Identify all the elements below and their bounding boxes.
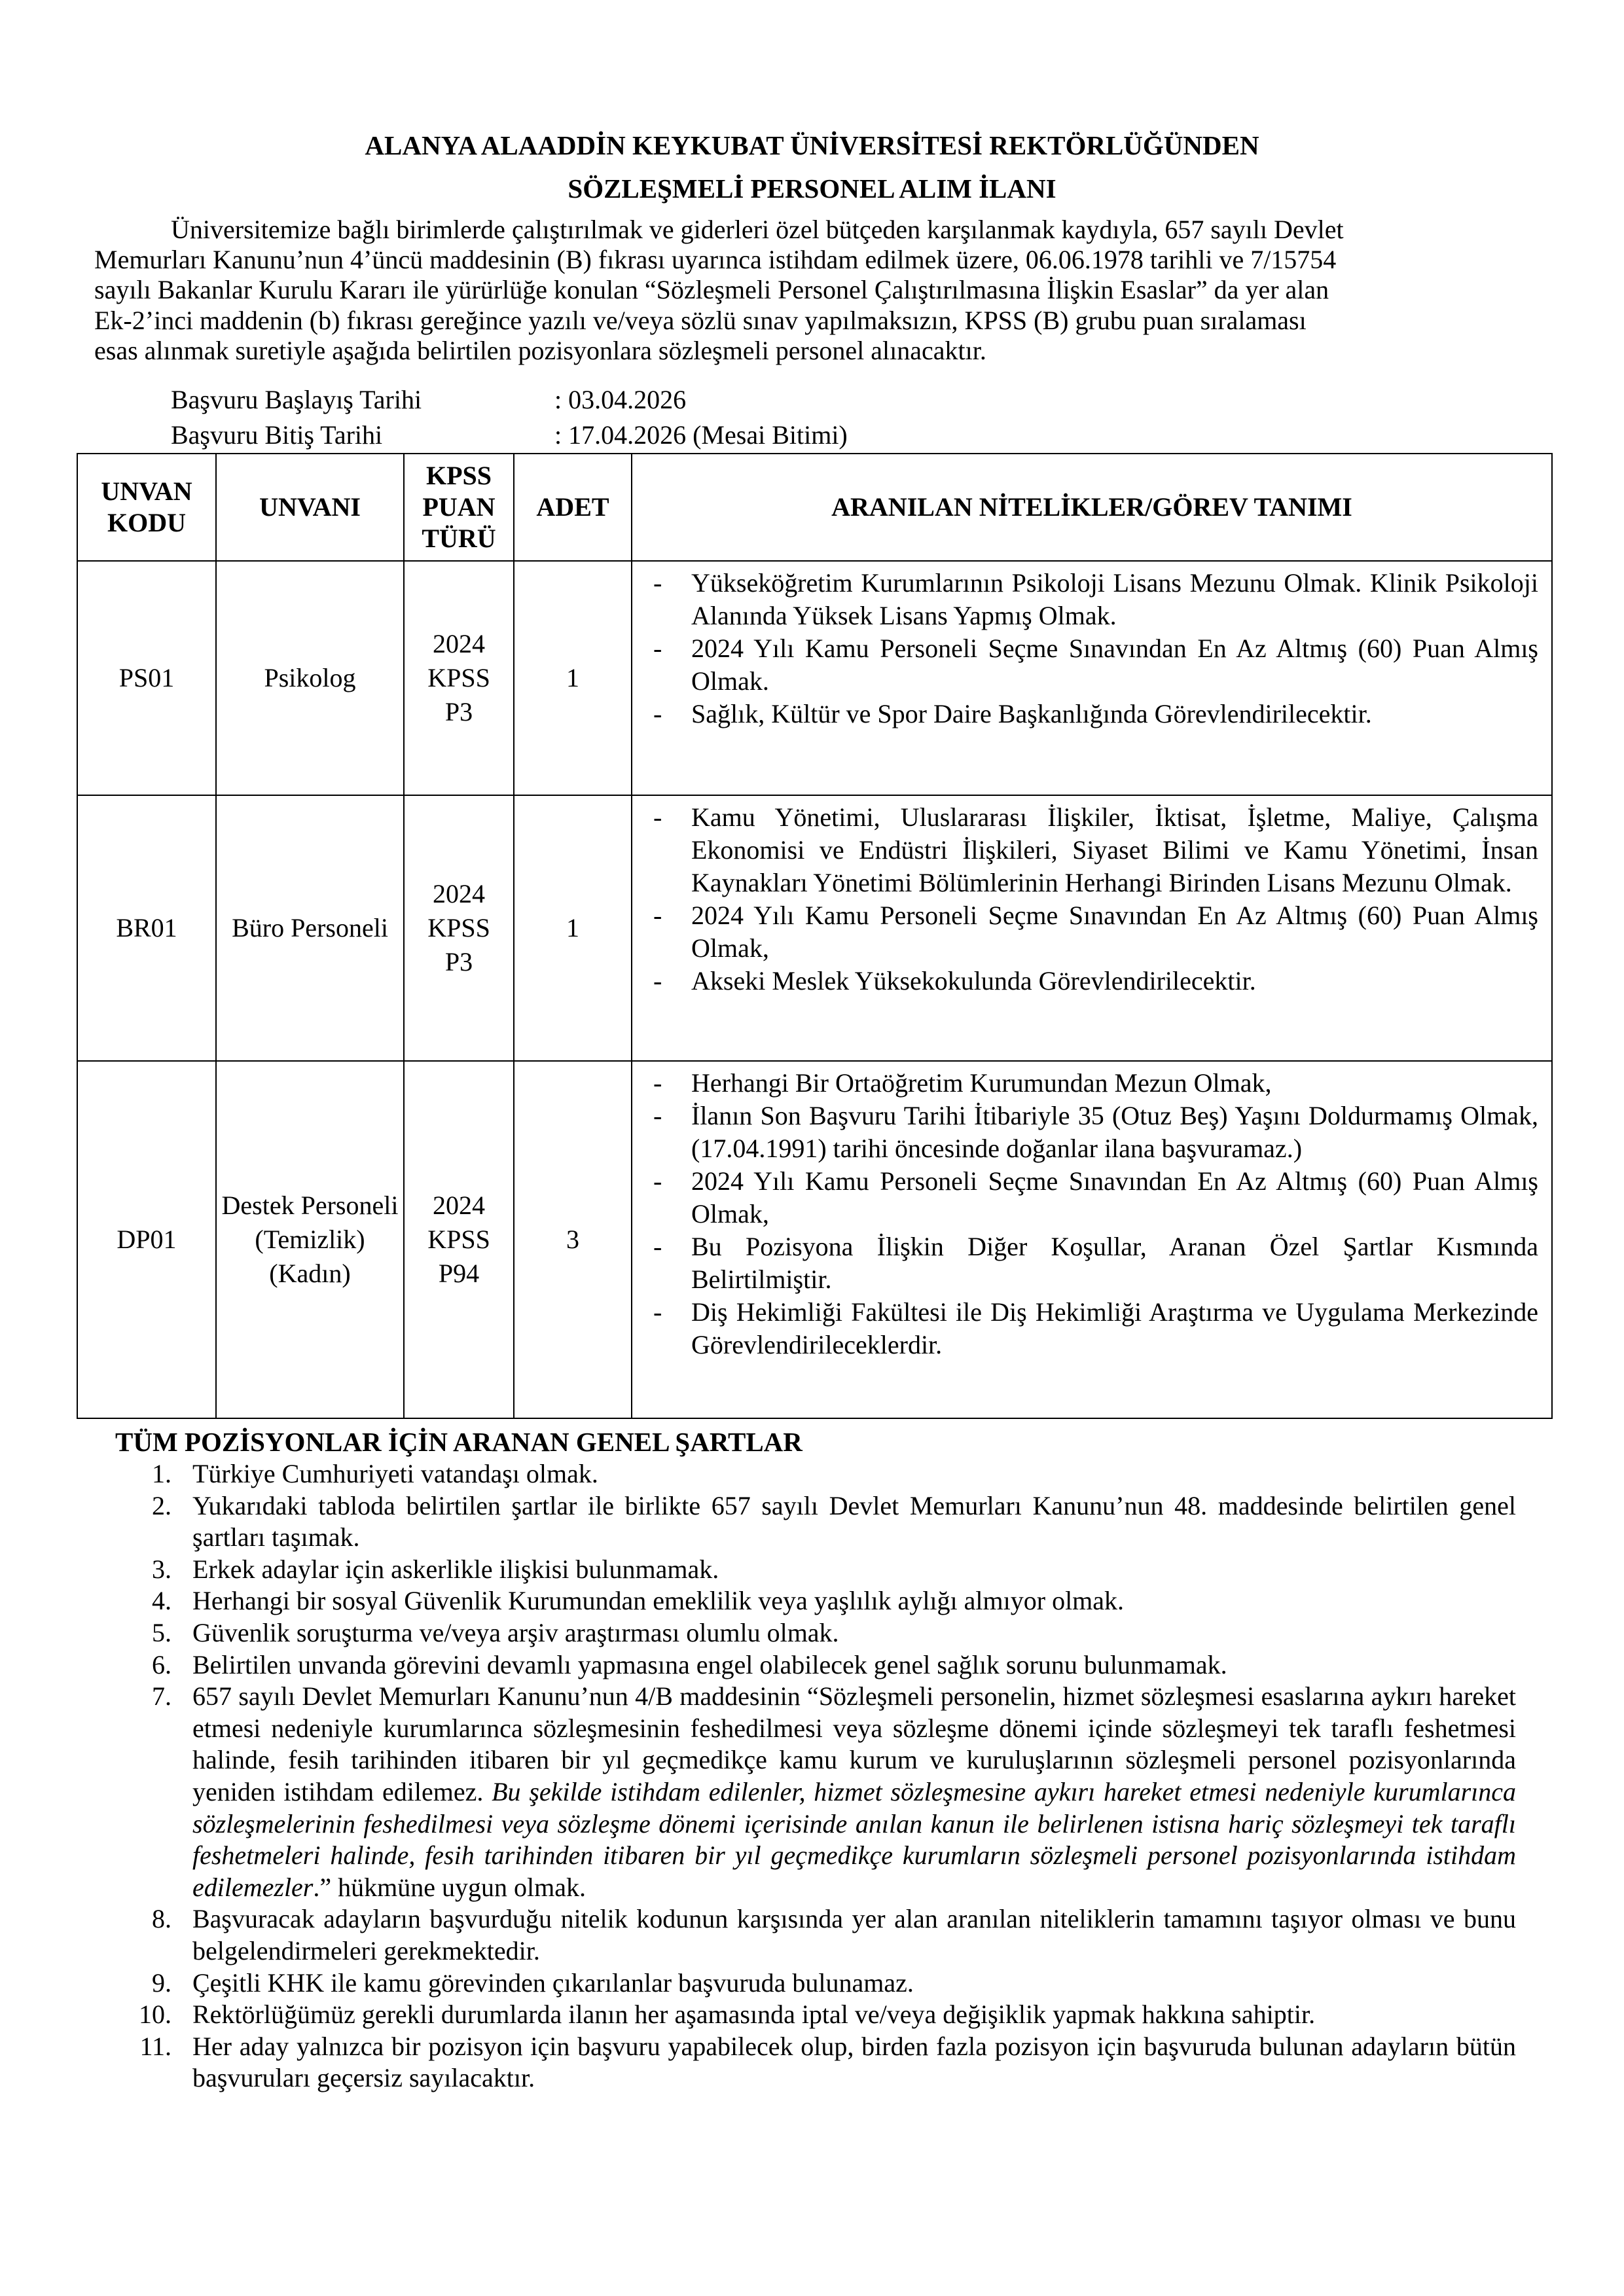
list-item: 7. 657 sayılı Devlet Memurları Kanunu’nun 4/B maddesinin “Sözleşmeli personelin, hizmet sözleşmesi esaslarına aykırı hareket etmesi nedeniyle kurumlarınca sözleşmesinin feshedilmesi veya sözleşme dönemi içinde sözleşmeyi tek taraflı feshetmesi halinde, fesih tarihinden itibaren bir yıl geçmedikçe kamu kurum ve kuruluşlarının sözleşmeli personel pozisyonlarında yeniden istihdam edilemez. Bu şekilde istihdam edilenler, hizmet sözleşmesine aykırı hareket etmesi nedeniyle kurumlarınca sözleşmelerinin feshedilmesi veya sözleşme dönemi içerisinde anılan kanun ile belirlenen istisna hariç sözleşmeyi tek taraflı feshetmeleri halinde, fesih tarihinden itibaren bir yıl geçmedikçe kurumların sözleşmeli personel pozisyonlarında istihdam edilemezler.” hükmüne uygun olmak.	[152, 1681, 1517, 1902]
row-title: Psikolog	[216, 561, 404, 795]
list-item: 2. Yukarıdaki tabloda belirtilen şartlar ile birlikte 657 sayılı Devlet Memurları Kanunu’nun 48. maddesinde belirtilen genel şartları taşımak.	[152, 1490, 1516, 1552]
row-kpss: 2024 KPSS P94	[404, 1061, 514, 1418]
row-code: DP01	[77, 1061, 216, 1418]
start-date-value: : 03.04.2026	[554, 385, 687, 414]
row-requirements	[632, 1061, 1552, 1418]
general-requirements-list	[115, 1458, 1516, 2094]
end-date-label: Başvuru Bitiş Tarihi	[171, 420, 383, 450]
document-title: ALANYA ALAADDİN KEYKUBAT ÜNİVERSİTESİ REKTÖRLÜĞÜNDEN	[365, 130, 1259, 160]
row-count: 1	[514, 795, 632, 1061]
list-item: 10. Rektörlüğümüz gerekli durumlarda ilanın her aşamasında iptal ve/veya değişiklik yapmak hakkına sahiptir.	[139, 2000, 1316, 2030]
start-date-label: Başvuru Başlayış Tarihi	[171, 385, 422, 414]
row-count: 3	[514, 1061, 632, 1418]
row-kpss: 2024 KPSS P3	[404, 795, 514, 1061]
header-title: UNVANI	[216, 454, 404, 561]
application-start-row	[171, 385, 686, 415]
table-header-row	[77, 454, 1552, 561]
row-kpss: 2024 KPSS P3	[404, 561, 514, 795]
header-code: UNVAN KODU	[77, 454, 216, 561]
intro-line: Memurları Kanunu’nun 4’üncü maddesinin (B) fıkrası uyarınca istihdam edilmek üzere, 06.06.1978 tarihli ve 7/15754	[94, 245, 1337, 275]
requirement-item: - Diş Hekimliği Fakültesi ile Diş Hekimliği Araştırma ve Uygulama Merkezinde Görevlendirileceklerdir.	[653, 1297, 1538, 1359]
table-row	[77, 561, 1552, 795]
table-row	[77, 795, 1552, 1061]
list-item: 11. Her aday yalnızca bir pozisyon için başvuru yapabilecek olup, birden fazla pozisyon için başvuruda bulunan adayların bütün başvuruları geçersiz sayılacaktır.	[139, 2031, 1516, 2093]
list-item: 9. Çeşitli KHK ile kamu görevinden çıkarılanlar başvuruda bulunamaz.	[152, 1967, 914, 1998]
intro-line: Ek-2’inci maddenin (b) fıkrası gereğince yazılı ve/veya sözlü sınav yapılmaksızın, KPSS (B) grubu puan sıralaması	[94, 305, 1307, 335]
intro-line: sayılı Bakanlar Kurulu Kararı ile yürürlüğe konulan “Sözleşmeli Personel Çalıştırılmasına İlişkin Esaslar” da yer alan	[94, 275, 1329, 305]
row-title: Destek Personeli (Temizlik) (Kadın)	[216, 1061, 404, 1418]
requirement-item: - Akseki Meslek Yüksekokulunda Görevlendirilecektir.	[653, 966, 1256, 996]
requirement-item: - Kamu Yönetimi, Uluslararası İlişkiler, İktisat, İşletme, Maliye, Çalışma Ekonomisi ve Endüstri İlişkileri, Siyaset Bilimi ve Kamu Yönetimi, İnsan Kaynakları Yönetimi Bölümlerinin Herhangi Birinden Lisans Mezunu Olmak.	[653, 802, 1538, 897]
requirement-item: - Bu Pozisyona İlişkin Diğer Koşullar, Aranan Özel Şartlar Kısmında Belirtilmiştir.	[653, 1232, 1538, 1294]
table-row	[77, 1061, 1552, 1418]
row-code: BR01	[77, 795, 216, 1061]
row-requirements	[632, 561, 1552, 795]
row-code: PS01	[77, 561, 216, 795]
intro-paragraph	[94, 215, 1549, 366]
end-date-value: : 17.04.2026 (Mesai Bitimi)	[554, 420, 848, 450]
italic-quote: Bu şekilde istihdam edilenler, hizmet sözleşmesine aykırı hareket etmesi nedeniyle kurumlarınca sözleşmelerinin feshedilmesi veya sözleşme dönemi içerisinde anılan kanun ile belirlenen istisna hariç sözleşmeyi tek taraflı feshetmeleri halinde, fesih tarihinden itibaren bir yıl geçmedikçe kurumların sözleşmeli personel pozisyonlarında istihdam edilemezler	[192, 1776, 1517, 1902]
intro-line: Üniversitemize bağlı birimlerde çalıştırılmak ve giderleri özel bütçeden karşılanmak kaydıyla, 657 sayılı Devlet	[171, 215, 1344, 244]
list-item: 3. Erkek adaylar için askerlikle ilişkisi bulunmamak.	[152, 1554, 719, 1584]
list-item: 4. Herhangi bir sosyal Güvenlik Kurumundan emeklilik veya yaşlılık aylığı almıyor olmak.	[152, 1586, 1125, 1616]
row-requirements	[632, 795, 1552, 1061]
list-item: 6. Belirtilen unvanda görevini devamlı yapmasına engel olabilecek genel sağlık sorunu bulunmamak.	[152, 1649, 1227, 1679]
row-title: Büro Personeli	[216, 795, 404, 1061]
row-count: 1	[514, 561, 632, 795]
header-kpss: KPSS PUAN TÜRÜ	[404, 454, 514, 561]
header-count: ADET	[514, 454, 632, 561]
requirement-item: - Herhangi Bir Ortaöğretim Kurumundan Mezun Olmak,	[653, 1068, 1272, 1098]
requirement-item: - Sağlık, Kültür ve Spor Daire Başkanlığında Görevlendirilecektir.	[653, 699, 1372, 728]
requirement-item: - 2024 Yılı Kamu Personeli Seçme Sınavından En Az Altmış (60) Puan Almış Olmak.	[653, 634, 1538, 696]
positions-table	[77, 453, 1553, 1419]
requirement-item: - İlanın Son Başvuru Tarihi İtibariyle 35 (Otuz Beş) Yaşını Doldurmamış Olmak, (17.04.1991) tarihi öncesinde doğanlar ilana başvuramaz.)	[653, 1101, 1538, 1163]
application-end-row	[171, 420, 848, 450]
requirement-item: - 2024 Yılı Kamu Personeli Seçme Sınavından En Az Altmış (60) Puan Almış Olmak,	[653, 1166, 1538, 1229]
requirement-item: - 2024 Yılı Kamu Personeli Seçme Sınavından En Az Altmış (60) Puan Almış Olmak,	[653, 901, 1538, 963]
header-requirements: ARANILAN NİTELİKLER/GÖREV TANIMI	[632, 454, 1552, 561]
requirement-item: - Yükseköğretim Kurumlarının Psikoloji Lisans Mezunu Olmak. Klinik Psikoloji Alanında Yüksek Lisans Yapmış Olmak.	[653, 568, 1538, 630]
list-item: 8. Başvuracak adayların başvurduğu nitelik kodunun karşısında yer alan aranılan niteliklerin tamamını taşıyor olması ve bunu belgelendirmeleri gerekmektedir.	[152, 1904, 1516, 1965]
list-item: 5. Güvenlik soruşturma ve/veya arşiv araştırması olumlu olmak.	[152, 1617, 839, 1647]
document-subtitle: SÖZLEŞMELİ PERSONEL ALIM İLANI	[568, 173, 1056, 204]
general-requirements-heading: TÜM POZİSYONLAR İÇİN ARANAN GENEL ŞARTLAR	[115, 1427, 803, 1457]
list-item: 1. Türkiye Cumhuriyeti vatandaşı olmak.	[152, 1459, 598, 1488]
intro-line: esas alınmak suretiyle aşağıda belirtilen pozisyonlara sözleşmeli personel alınacaktır.	[94, 335, 986, 365]
